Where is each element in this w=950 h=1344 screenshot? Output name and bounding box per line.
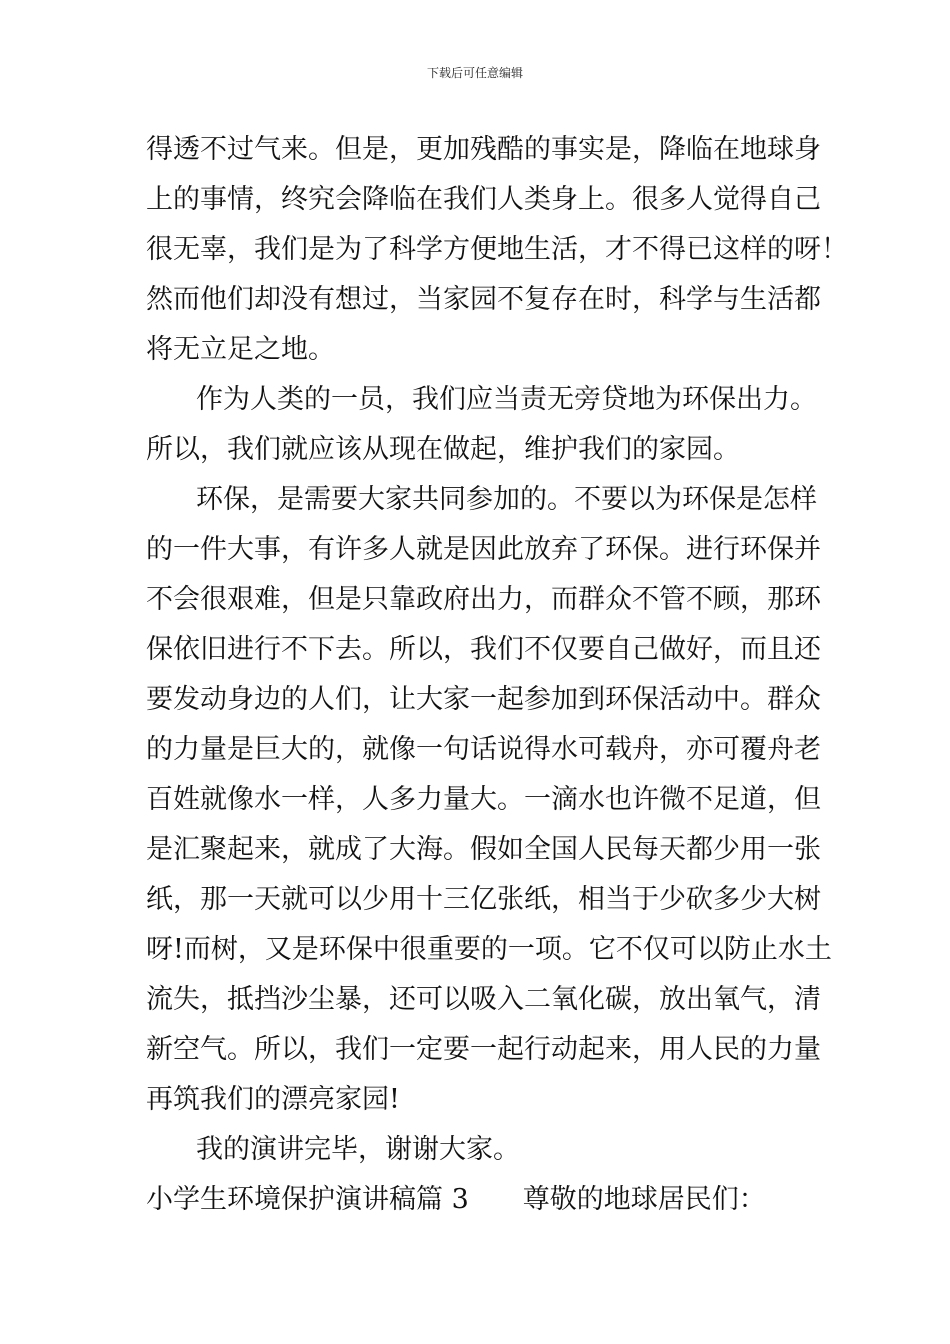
paragraph-line: 所以，我们就应该从现在做起，维护我们的家园。 — [146, 434, 740, 465]
paragraph-line: 呀!而树，又是环保中很重要的一项。它不仅可以防止水土 — [146, 934, 832, 965]
paragraph-line: 的力量是巨大的，就像一句话说得水可载舟，亦可覆舟老 — [146, 734, 821, 765]
paragraph-line: 流失，抵挡沙尘暴，还可以吸入二氧化碳，放出氧气，清 — [146, 984, 821, 1015]
paragraph-line: 新空气。所以，我们一定要一起行动起来，用人民的力量 — [146, 1034, 821, 1065]
paragraph-line: 纸，那一天就可以少用十三亿张纸，相当于少砍多少大树 — [146, 884, 821, 915]
paragraph-line: 不会很艰难，但是只靠政府出力，而群众不管不顾，那环 — [146, 584, 821, 615]
page-header: 下载后可任意编辑 — [426, 66, 523, 80]
paragraph-line: 将无立足之地。 — [146, 334, 335, 365]
paragraph-line: 环保，是需要大家共同参加的。不要以为环保是怎样 — [196, 484, 817, 515]
section-title: 小学生环境保护演讲稿篇 3 — [146, 1184, 469, 1215]
paragraph-line: 再筑我们的漂亮家园! — [146, 1084, 400, 1115]
paragraph-line: 要发动身边的人们，让大家一起参加到环保活动中。群众 — [146, 684, 821, 715]
paragraph-line: 百姓就像水一样，人多力量大。一滴水也许微不足道，但 — [146, 784, 821, 815]
paragraph-line: 作为人类的一员，我们应当责无旁贷地为环保出力。 — [196, 384, 817, 415]
paragraph-line: 得透不过气来。但是，更加残酷的事实是，降临在地球身 — [146, 134, 821, 165]
paragraph-line: 上的事情，终究会降临在我们人类身上。很多人觉得自己 — [146, 184, 821, 215]
paragraph-line: 然而他们却没有想过，当家园不复存在时，科学与生活都 — [146, 284, 821, 315]
section-heading-line — [146, 1182, 766, 1218]
greeting: 尊敬的地球居民们： — [522, 1184, 766, 1215]
paragraph-line: 保依旧进行不下去。所以，我们不仅要自己做好，而且还 — [146, 634, 821, 665]
paragraph-line: 很无辜，我们是为了科学方便地生活，才不得已这样的呀！ — [146, 234, 848, 265]
paragraph-line: 是汇聚起来，就成了大海。假如全国人民每天都少用一张 — [146, 834, 821, 865]
closing-line: 我的演讲完毕，谢谢大家。 — [196, 1134, 520, 1165]
paragraph-line: 的一件大事，有许多人就是因此放弃了环保。进行环保并 — [146, 534, 821, 565]
